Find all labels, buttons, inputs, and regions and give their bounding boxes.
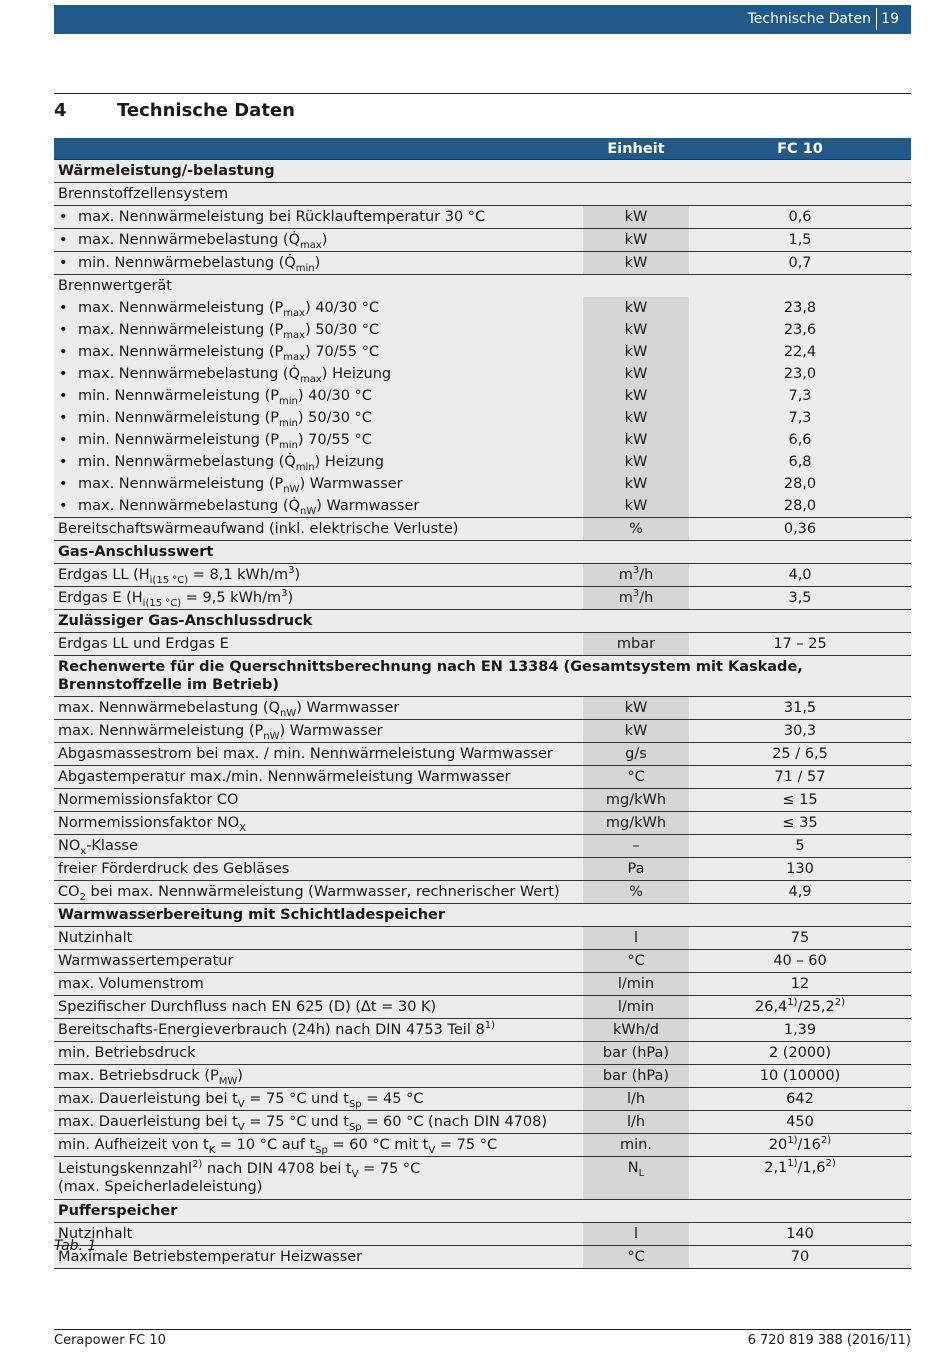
row-unit: Pa — [583, 858, 689, 881]
row-unit: $m^3/h$ — [583, 564, 689, 587]
table-row — [54, 587, 911, 610]
footer-rule — [54, 1329, 911, 1330]
row-label: freier Förderdruck des Gebläses — [54, 858, 583, 881]
row-value: 20$^{1)}$/16$^{2)}$ — [689, 1134, 911, 1157]
row-label: • max. Nennwärmeleistung bei Rücklauftemperatur 30 °C — [54, 206, 583, 229]
row-value: 28,0 — [689, 473, 911, 495]
table-row — [54, 319, 911, 341]
row-value: 40 – 60 — [689, 950, 911, 973]
row-value: 28,0 — [689, 495, 911, 518]
bullet-icon: • — [59, 366, 68, 382]
row-unit: °C — [583, 950, 689, 973]
row-value: 5 — [689, 835, 911, 858]
chapter-number: 4 — [54, 100, 67, 121]
table-row — [54, 927, 911, 950]
row-unit: mg/kWh — [583, 812, 689, 835]
row-unit: kW — [583, 697, 689, 720]
row-unit: $m^3/h$ — [583, 587, 689, 610]
subsection-row — [54, 183, 911, 206]
row-unit: kW — [583, 407, 689, 429]
row-label: Spezifischer Durchfluss nach EN 625 (D) (Δt = 30 K) — [54, 996, 583, 1019]
bullet-icon: • — [59, 454, 68, 470]
row-value: 70 — [689, 1246, 911, 1269]
row-label: max. Nennwärmebelastung $(Q_{nW})$ Warmwasser — [54, 697, 583, 720]
bullet-icon: • — [59, 410, 68, 426]
table-row — [54, 495, 911, 518]
row-label: • max. Nennwärmeleistung $(P_{max})$ 70/55 °C — [54, 341, 583, 363]
table-row — [54, 407, 911, 429]
row-label: Maximale Betriebstemperatur Heizwasser — [54, 1246, 583, 1269]
table-row — [54, 564, 911, 587]
row-label: • min. Nennwärmeleistung $(P_{min})$ 70/55 °C — [54, 429, 583, 451]
header-cell-unit: Einheit — [583, 138, 689, 160]
table-row — [54, 518, 911, 541]
table-row — [54, 1111, 911, 1134]
row-unit: l/h — [583, 1088, 689, 1111]
table-row — [54, 451, 911, 473]
row-value: 10 (10000) — [689, 1065, 911, 1088]
row-unit: l/min — [583, 996, 689, 1019]
row-value: 2 (2000) — [689, 1042, 911, 1065]
row-value: 23,6 — [689, 319, 911, 341]
row-label: Abgasmassestrom bei max. / min. Nennwärmeleistung Warmwasser — [54, 743, 583, 766]
section-title: Zulässiger Gas-Anschlussdruck — [54, 610, 911, 633]
bullet-icon: • — [59, 209, 68, 225]
row-label: $CO_2$ bei max. Nennwärmeleistung (Warmwasser, rechnerischer Wert) — [54, 881, 583, 904]
section-title: Rechenwerte für die Querschnittsberechnung nach EN 13384 (Gesamtsystem mit Kaskade, Brennstoffzelle im Betrieb) — [54, 656, 911, 697]
section-row — [54, 904, 911, 927]
row-value: ≤ 35 — [689, 812, 911, 835]
header-cell-label — [54, 138, 583, 160]
section-row — [54, 610, 911, 633]
row-label: Erdgas LL ($H_{i(15 ^\circ C)} = 8,1$ kWh/$m^3$) — [54, 564, 583, 587]
row-value: 2,1$^{1)}$/1,6$^{2)}$ — [689, 1157, 911, 1200]
table-caption: Tab. 1 — [54, 1238, 97, 1254]
row-unit: % — [583, 881, 689, 904]
row-unit: mg/kWh — [583, 789, 689, 812]
bullet-icon: • — [59, 255, 68, 271]
section-title: Pufferspeicher — [54, 1200, 911, 1223]
row-unit: l/h — [583, 1111, 689, 1134]
row-value: 12 — [689, 973, 911, 996]
row-label: max. Betriebsdruck $(P_{MW})$ — [54, 1065, 583, 1088]
row-label: min. Betriebsdruck — [54, 1042, 583, 1065]
row-value: 22,4 — [689, 341, 911, 363]
row-value: 6,8 — [689, 451, 911, 473]
subsection-title: Brennwertgerät — [54, 275, 911, 298]
row-label: Normemissionsfaktor CO — [54, 789, 583, 812]
table-row — [54, 697, 911, 720]
row-value: 642 — [689, 1088, 911, 1111]
row-label: max. Dauerleistung bei $t_V = 75$ °C und $t_{Sp} = 45$ °C — [54, 1088, 583, 1111]
row-label: Abgastemperatur max./min. Nennwärmeleistung Warmwasser — [54, 766, 583, 789]
row-value: ≤ 15 — [689, 789, 911, 812]
table-row — [54, 1088, 911, 1111]
bullet-icon: • — [59, 344, 68, 360]
row-label: Nutzinhalt — [54, 927, 583, 950]
row-label: max. Dauerleistung bei $t_V = 75$ °C und $t_{Sp} = 60$ °C (nach DIN 4708) — [54, 1111, 583, 1134]
row-label: Bereitschafts-Energieverbrauch (24h) nach DIN 4753 Teil 8$^{1)}$ — [54, 1019, 583, 1042]
table-row — [54, 341, 911, 363]
table-row — [54, 996, 911, 1019]
row-unit: kW — [583, 473, 689, 495]
row-value: 75 — [689, 927, 911, 950]
table-row — [54, 1246, 911, 1269]
row-unit: g/s — [583, 743, 689, 766]
table-row — [54, 473, 911, 495]
table-row — [54, 206, 911, 229]
table-header-row — [54, 138, 911, 160]
top-rule — [54, 93, 911, 94]
row-label: max. Volumenstrom — [54, 973, 583, 996]
row-unit: % — [583, 518, 689, 541]
row-label: • max. Nennwärmeleistung $(P_{nW})$ Warmwasser — [54, 473, 583, 495]
row-unit: l/min — [583, 973, 689, 996]
bullet-icon: • — [59, 476, 68, 492]
header-section-title: Technische Daten — [747, 11, 871, 27]
row-unit: mbar — [583, 633, 689, 656]
row-value: 26,4$^{1)}$/25,2$^{2)}$ — [689, 996, 911, 1019]
row-value: 0,36 — [689, 518, 911, 541]
row-unit: kW — [583, 341, 689, 363]
row-unit: kW — [583, 297, 689, 319]
row-value: 17 – 25 — [689, 633, 911, 656]
table-row — [54, 950, 911, 973]
row-value: 7,3 — [689, 407, 911, 429]
table-row — [54, 1157, 911, 1200]
table-row — [54, 297, 911, 319]
row-value: 71 / 57 — [689, 766, 911, 789]
row-label: • min. Nennwärmeleistung $(P_{min})$ 50/30 °C — [54, 407, 583, 429]
row-value: 3,5 — [689, 587, 911, 610]
row-label: Leistungskennzahl$^{2)}$ nach DIN 4708 bei $t_V = 75$ °C (max. Speicherladeleistung) — [54, 1157, 583, 1200]
chapter-title: Technische Daten — [117, 100, 295, 121]
row-unit: kW — [583, 720, 689, 743]
row-label: $NO_x$-Klasse — [54, 835, 583, 858]
row-label: min. Aufheizeit von $t_K = 10$ °C auf $t_{Sp} = 60$ °C mit $t_V = 75$ °C — [54, 1134, 583, 1157]
table-row — [54, 633, 911, 656]
table-row — [54, 858, 911, 881]
row-label: Normemissionsfaktor $NO_X$ — [54, 812, 583, 835]
row-value: 4,0 — [689, 564, 911, 587]
footer-product: Cerapower FC 10 — [54, 1333, 166, 1348]
table-row — [54, 429, 911, 451]
subsection-row — [54, 275, 911, 298]
page-header-bar — [54, 5, 911, 34]
row-unit: l — [583, 1223, 689, 1246]
row-unit: kWh/d — [583, 1019, 689, 1042]
table-row — [54, 766, 911, 789]
table-row — [54, 743, 911, 766]
row-label: • max. Nennwärmeleistung $(P_{max})$ 40/30 °C — [54, 297, 583, 319]
row-unit: °C — [583, 766, 689, 789]
section-title: Gas-Anschlusswert — [54, 541, 911, 564]
row-unit: kW — [583, 206, 689, 229]
row-value: 23,8 — [689, 297, 911, 319]
row-value: 7,3 — [689, 385, 911, 407]
bullet-icon: • — [59, 498, 68, 514]
row-value: 25 / 6,5 — [689, 743, 911, 766]
row-unit: kW — [583, 229, 689, 252]
table-row — [54, 835, 911, 858]
row-value: 1,39 — [689, 1019, 911, 1042]
table-row — [54, 720, 911, 743]
table-row — [54, 1019, 911, 1042]
section-title: Wärmeleistung/-belastung — [54, 160, 911, 183]
row-value: 23,0 — [689, 363, 911, 385]
row-unit: – — [583, 835, 689, 858]
table-row — [54, 1223, 911, 1246]
row-unit: kW — [583, 385, 689, 407]
row-unit: kW — [583, 363, 689, 385]
row-unit: kW — [583, 429, 689, 451]
table-row — [54, 973, 911, 996]
row-value: 140 — [689, 1223, 911, 1246]
row-label: • max. Nennwärmebelastung $(Q̇_{max})$ Heizung — [54, 363, 583, 385]
bullet-icon: • — [59, 322, 68, 338]
row-label: • min. Nennwärmebelastung $(Q̇_{min})$ — [54, 252, 583, 275]
row-label: Nutzinhalt — [54, 1223, 583, 1246]
table-row — [54, 812, 911, 835]
row-value: 30,3 — [689, 720, 911, 743]
row-unit: $N_L$ — [583, 1157, 689, 1200]
row-label: Bereitschaftswärmeaufwand (inkl. elektrische Verluste) — [54, 518, 583, 541]
section-row — [54, 160, 911, 183]
section-row — [54, 656, 911, 697]
row-label: • min. Nennwärmebelastung $(Q̇_{min})$ Heizung — [54, 451, 583, 473]
row-label: • max. Nennwärmeleistung $(P_{max})$ 50/30 °C — [54, 319, 583, 341]
row-value: 130 — [689, 858, 911, 881]
row-unit: kW — [583, 252, 689, 275]
row-label: max. Nennwärmeleistung $(P_{nW})$ Warmwasser — [54, 720, 583, 743]
row-unit: l — [583, 927, 689, 950]
row-value: 0,7 — [689, 252, 911, 275]
row-unit: °C — [583, 1246, 689, 1269]
row-unit: kW — [583, 451, 689, 473]
row-value: 31,5 — [689, 697, 911, 720]
table-row — [54, 385, 911, 407]
header-cell-value: FC 10 — [689, 138, 911, 160]
row-unit: kW — [583, 495, 689, 518]
section-row — [54, 541, 911, 564]
row-label: • max. Nennwärmebelastung $(Q̇_{nW})$ Warmwasser — [54, 495, 583, 518]
row-value: 6,6 — [689, 429, 911, 451]
row-unit: kW — [583, 319, 689, 341]
table-row — [54, 881, 911, 904]
row-label: Erdgas E ($H_{i(15 ^\circ C)} = 9,5$ kWh/$m^3$) — [54, 587, 583, 610]
bullet-icon: • — [59, 232, 68, 248]
table-row — [54, 252, 911, 275]
footer-doc-number: 6 720 819 388 (2016/11) — [747, 1333, 911, 1348]
row-value: 1,5 — [689, 229, 911, 252]
technical-data-table — [54, 138, 911, 1269]
row-value: 450 — [689, 1111, 911, 1134]
section-title: Warmwasserbereitung mit Schichtladespeicher — [54, 904, 911, 927]
row-value: 4,9 — [689, 881, 911, 904]
header-separator — [876, 8, 877, 30]
table-row — [54, 1065, 911, 1088]
table-row — [54, 789, 911, 812]
table-row — [54, 1134, 911, 1157]
row-unit: bar (hPa) — [583, 1042, 689, 1065]
section-row — [54, 1200, 911, 1223]
table-row — [54, 1042, 911, 1065]
row-unit: bar (hPa) — [583, 1065, 689, 1088]
row-unit: min. — [583, 1134, 689, 1157]
bullet-icon: • — [59, 432, 68, 448]
bullet-icon: • — [59, 388, 68, 404]
table-row — [54, 229, 911, 252]
row-label: • min. Nennwärmeleistung $(P_{min})$ 40/30 °C — [54, 385, 583, 407]
row-label: Erdgas LL und Erdgas E — [54, 633, 583, 656]
table-row — [54, 363, 911, 385]
header-page-number: 19 — [881, 11, 899, 27]
row-label: Warmwassertemperatur — [54, 950, 583, 973]
row-label: • max. Nennwärmebelastung $(Q̇_{max})$ — [54, 229, 583, 252]
bullet-icon: • — [59, 300, 68, 316]
row-value: 0,6 — [689, 206, 911, 229]
subsection-title: Brennstoffzellensystem — [54, 183, 911, 206]
